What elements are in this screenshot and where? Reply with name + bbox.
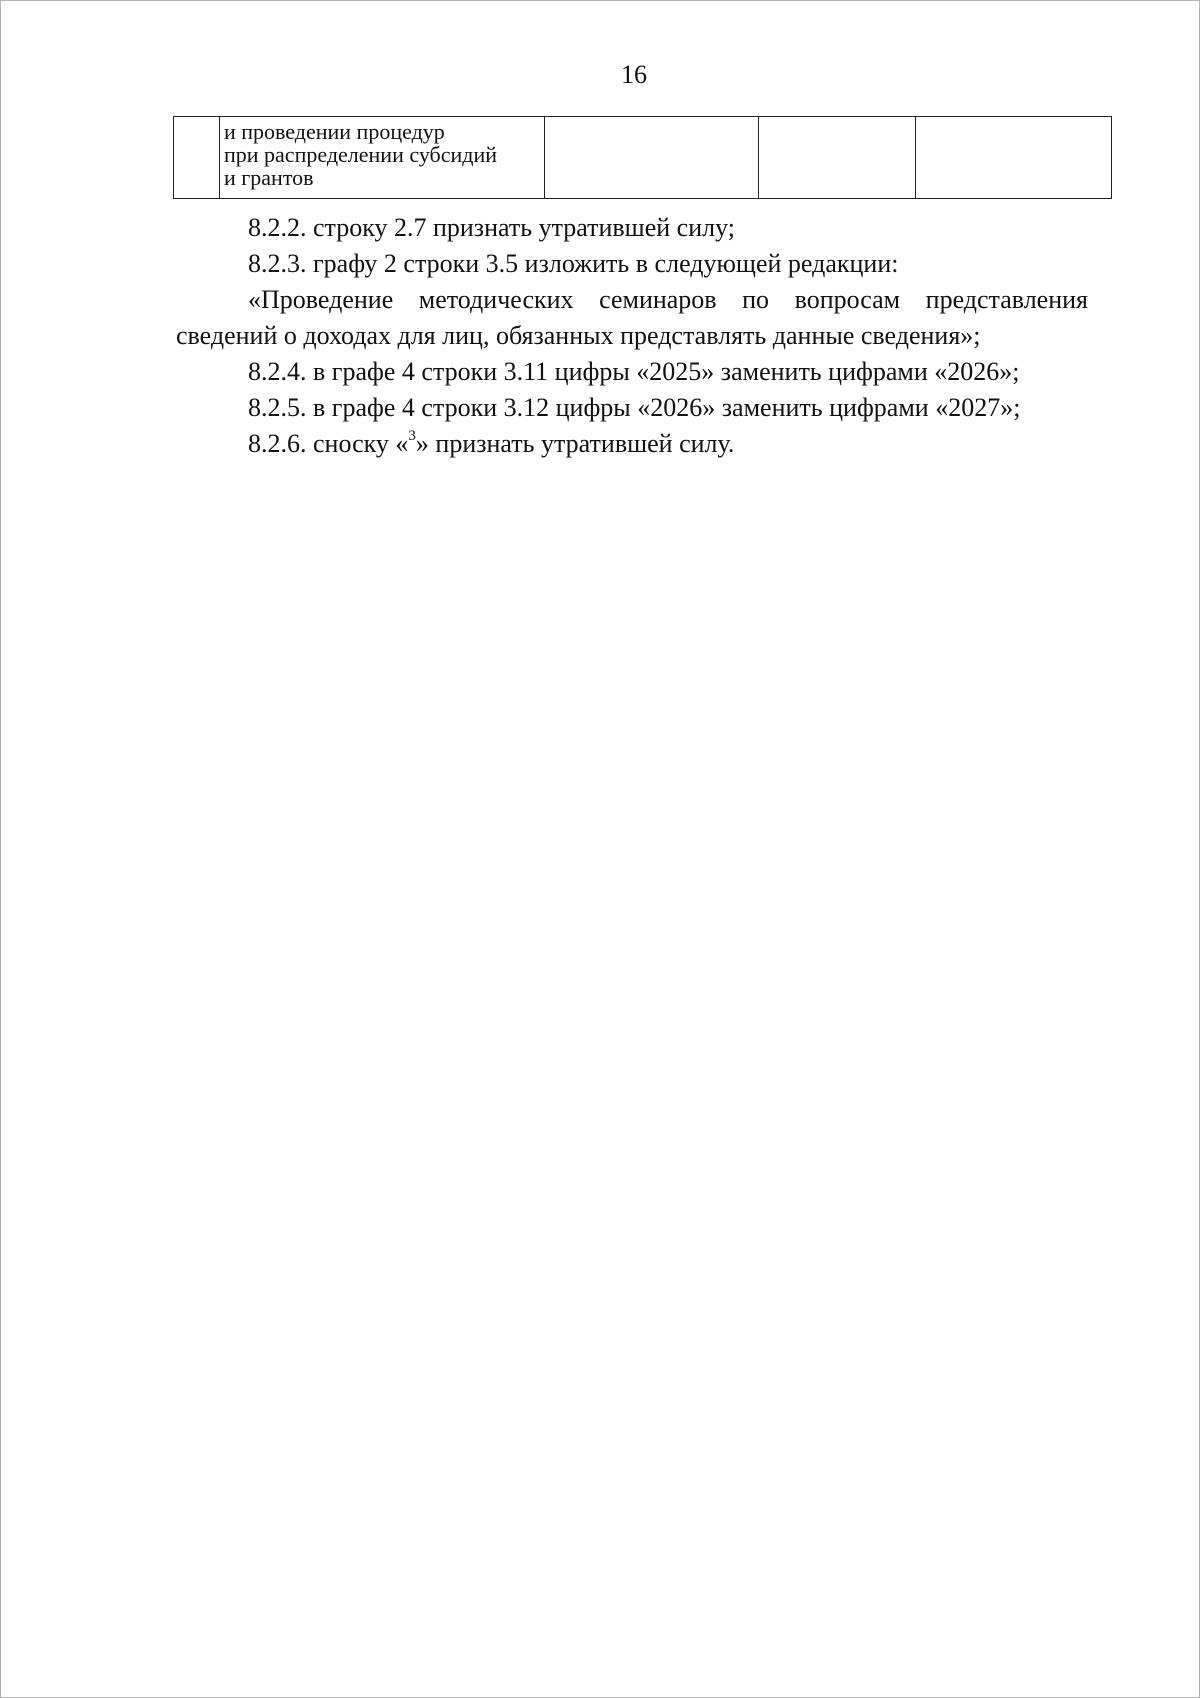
table-row — [174, 117, 1112, 199]
table-cell-line: при распределении субсидий — [224, 142, 498, 167]
table-cell-line: и грантов — [224, 165, 314, 190]
paragraph-8-2-6-text-before: 8.2.6. сноску « — [248, 429, 409, 458]
paragraph-quote: «Проведение методических семинаров по вопросам представления сведений о доходах для лиц, обязанных представлять данные сведения»; — [176, 285, 1088, 350]
page-number: 16 — [621, 60, 647, 89]
table-cell-empty — [916, 117, 1112, 199]
paragraph-8-2-2: 8.2.2. строку 2.7 признать утратившей силу; — [248, 213, 735, 242]
table-cell-line: и проведении процедур — [224, 119, 445, 144]
continuation-table — [173, 116, 1112, 199]
paragraph-8-2-5: 8.2.5. в графе 4 строки 3.12 цифры «2026» заменить цифрами «2027»; — [248, 393, 1021, 422]
paragraph-8-2-6-text-after: » признать утратившей силу. — [415, 429, 735, 458]
document-body — [176, 210, 1088, 462]
table-cell-empty — [545, 117, 759, 199]
paragraph-8-2-6 — [176, 426, 1088, 462]
table-cell-name — [220, 117, 545, 199]
table-cell-empty — [759, 117, 916, 199]
paragraph-8-2-4: 8.2.4. в графе 4 строки 3.11 цифры «2025» заменить цифрами «2026»; — [248, 357, 1020, 386]
paragraph-8-2-3: 8.2.3. графу 2 строки 3.5 изложить в следующей редакции: — [248, 249, 899, 278]
table-cell-number — [174, 117, 220, 199]
footnote-mark: 3 — [408, 428, 416, 444]
